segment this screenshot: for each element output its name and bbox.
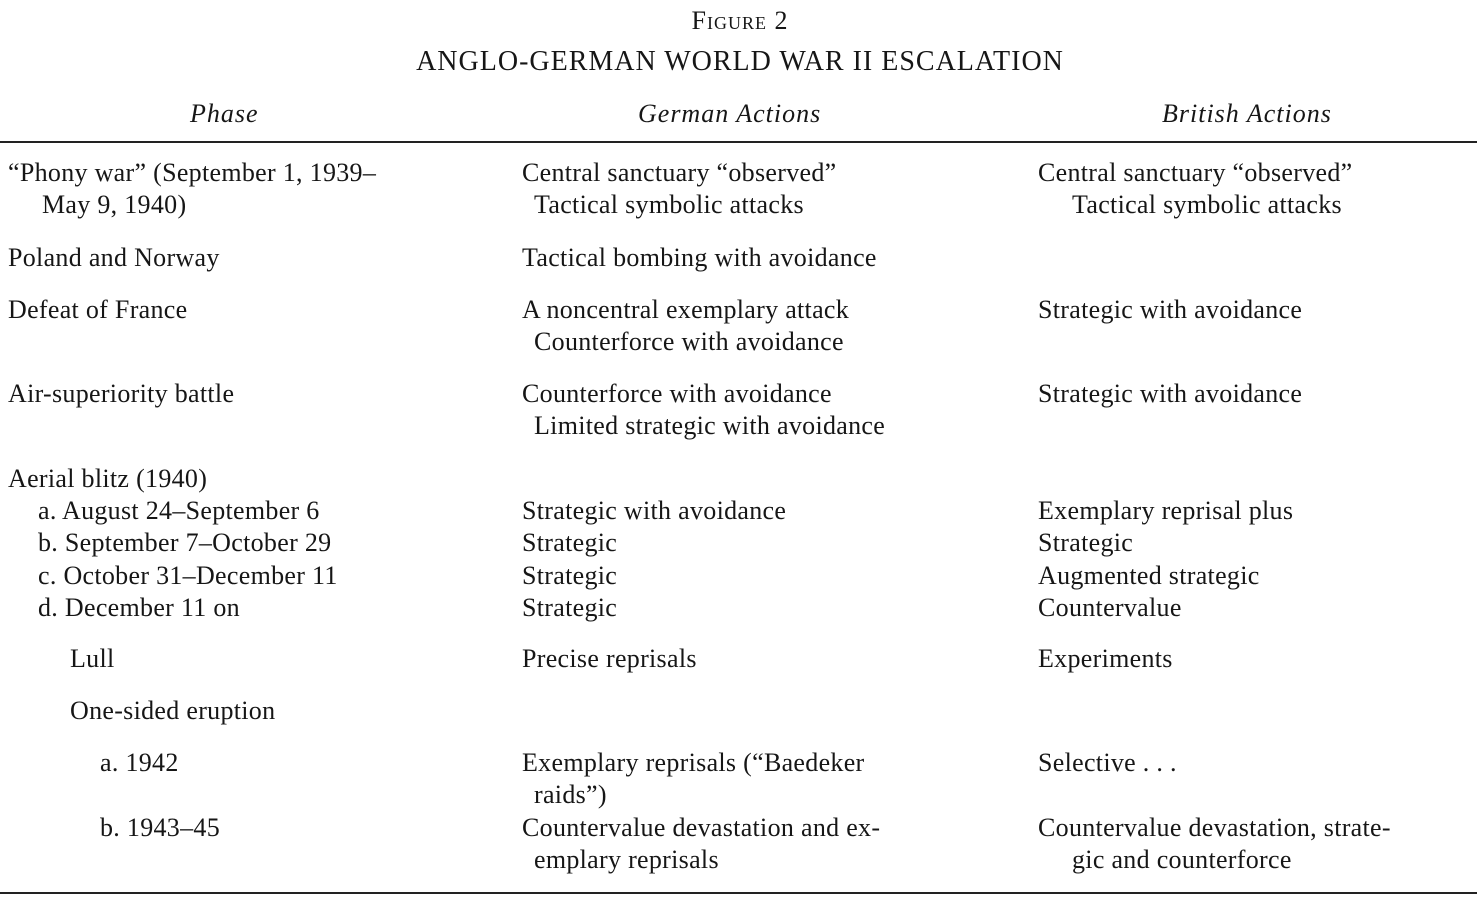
british-action-cell	[1038, 294, 1302, 326]
cell-line: Augmented strategic	[1038, 561, 1260, 590]
phase-cell	[38, 560, 338, 592]
figure-label: Figure 2	[691, 6, 789, 35]
cell-line: Central sanctuary “observed”	[1038, 158, 1353, 187]
cell-line: Exemplary reprisal plus	[1038, 496, 1294, 525]
phase-cell	[8, 294, 187, 326]
cell-line: Strategic	[522, 593, 618, 622]
cell-line: One-sided eruption	[70, 696, 276, 725]
cell-line: Selective . . .	[1038, 748, 1177, 777]
cell-line: Lull	[70, 644, 115, 673]
german-action-cell	[522, 294, 849, 358]
german-action-cell	[522, 495, 786, 527]
cell-line: Strategic with avoidance	[1038, 379, 1303, 408]
phase-cell	[70, 643, 115, 675]
cell-line: Strategic	[522, 561, 618, 590]
cell-line: Poland and Norway	[8, 243, 220, 272]
header-german-actions: German Actions	[638, 99, 822, 128]
cell-line: Aerial blitz (1940)	[8, 464, 208, 493]
phase-cell	[8, 242, 220, 274]
cell-line: Air-superiority battle	[8, 379, 235, 408]
cell-line: c. October 31–December 11	[38, 561, 338, 590]
cell-line: Counterforce with avoidance	[534, 327, 844, 356]
cell-line: Experiments	[1038, 644, 1173, 673]
british-action-cell	[1038, 747, 1177, 779]
british-action-cell	[1038, 527, 1133, 559]
cell-line: Strategic	[522, 528, 618, 557]
cell-line: A noncentral exemplary attack	[522, 295, 850, 324]
phase-cell	[8, 463, 207, 495]
header-british-actions: British Actions	[1162, 99, 1332, 128]
cell-line: Exemplary reprisals (“Baedeker	[522, 748, 865, 777]
phase-cell	[38, 495, 320, 527]
cell-line: Tactical bombing with avoidance	[522, 243, 877, 272]
cell-line: emplary reprisals	[534, 845, 719, 874]
phase-cell	[8, 378, 234, 410]
cell-line: Countervalue	[1038, 593, 1182, 622]
british-action-cell	[1038, 812, 1391, 876]
header-phase: Phase	[190, 99, 259, 128]
german-action-cell	[522, 747, 865, 811]
cell-line: raids”)	[534, 780, 607, 809]
british-action-cell	[1038, 560, 1260, 592]
cell-line: Tactical symbolic attacks	[534, 190, 804, 219]
cell-line: d. December 11 on	[38, 593, 240, 622]
german-action-cell	[522, 560, 617, 592]
british-action-cell	[1038, 592, 1182, 624]
german-action-cell	[522, 378, 885, 442]
phase-cell	[38, 592, 240, 624]
cell-line: Precise reprisals	[522, 644, 697, 673]
british-action-cell	[1038, 378, 1302, 410]
cell-line: Strategic with avoidance	[522, 496, 787, 525]
british-action-cell	[1038, 495, 1293, 527]
bottom-rule	[0, 892, 1477, 894]
british-action-cell	[1038, 157, 1352, 221]
british-action-cell	[1038, 643, 1173, 675]
figure-title: ANGLO-GERMAN WORLD WAR II ESCALATION	[416, 46, 1064, 77]
cell-line: Tactical symbolic attacks	[1072, 190, 1342, 219]
cell-line: Strategic with avoidance	[1038, 295, 1303, 324]
cell-line: May 9, 1940)	[42, 190, 187, 219]
phase-cell	[100, 747, 179, 779]
cell-line: gic and counterforce	[1072, 845, 1292, 874]
cell-line: Limited strategic with avoidance	[534, 411, 886, 440]
cell-line: Countervalue devastation, strate-	[1038, 813, 1391, 842]
german-action-cell	[522, 242, 877, 274]
cell-line: a. August 24–September 6	[38, 496, 320, 525]
german-action-cell	[522, 157, 836, 221]
cell-line: a. 1942	[100, 748, 179, 777]
cell-line: b. 1943–45	[100, 813, 220, 842]
cell-line: Countervalue devastation and ex-	[522, 813, 881, 842]
phase-cell	[38, 527, 331, 559]
cell-line: “Phony war” (September 1, 1939–	[8, 158, 377, 187]
phase-cell	[100, 812, 220, 844]
german-action-cell	[522, 592, 617, 624]
cell-line: Counterforce with avoidance	[522, 379, 832, 408]
header-rule	[0, 141, 1477, 143]
phase-cell	[8, 157, 376, 221]
cell-line: Central sanctuary “observed”	[522, 158, 837, 187]
phase-cell	[70, 695, 275, 727]
cell-line: Strategic	[1038, 528, 1134, 557]
german-action-cell	[522, 527, 617, 559]
german-action-cell	[522, 812, 880, 876]
cell-line: Defeat of France	[8, 295, 188, 324]
cell-line: b. September 7–October 29	[38, 528, 332, 557]
german-action-cell	[522, 643, 697, 675]
